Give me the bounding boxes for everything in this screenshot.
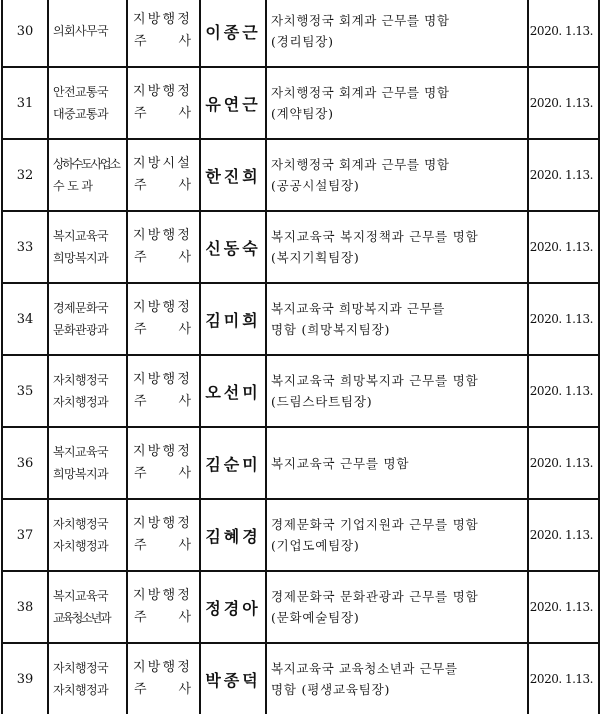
rank-grade <box>128 607 199 629</box>
rank-grade <box>128 31 199 53</box>
assignment-line: 복지교육국 복지정책과 근무를 명함 <box>271 229 479 244</box>
rank-cell <box>127 211 200 283</box>
assignment-line: 복지교육국 희망복지과 근무를 <box>271 301 445 316</box>
row-number: 36 <box>2 427 48 499</box>
new-assignment <box>266 0 528 67</box>
new-assignment <box>266 499 528 571</box>
department-line: 경제문화국 <box>53 301 108 315</box>
rank-grade <box>128 679 199 701</box>
department-line: 문화관광과 <box>53 323 108 337</box>
department-line: 복지교육국 <box>53 589 108 603</box>
department-line: 안전교통국 <box>53 85 108 99</box>
effective-date: 2020. 1.13. <box>528 67 599 139</box>
department-line: 자치행정국 <box>53 373 108 387</box>
table-row <box>2 643 599 714</box>
current-department <box>48 211 127 283</box>
rank-title: 지방행정 <box>133 84 193 99</box>
person-name: 정경아 <box>200 571 266 643</box>
rank-title: 지방행정 <box>133 12 193 27</box>
rank-grade-a: 주 <box>134 250 147 265</box>
person-name: 유연근 <box>200 67 266 139</box>
assignment-line: 경제문화국 기업지원과 근무를 명함 <box>271 517 479 532</box>
rank-title: 지방행정 <box>133 516 193 531</box>
department-line: 복지교육국 <box>53 229 108 243</box>
table-row <box>2 67 599 139</box>
person-name: 김혜경 <box>200 499 266 571</box>
rank-grade <box>128 247 199 269</box>
rank-cell <box>127 571 200 643</box>
row-number: 31 <box>2 67 48 139</box>
rank-grade-a: 주 <box>134 322 147 337</box>
new-assignment <box>266 211 528 283</box>
effective-date: 2020. 1.13. <box>528 499 599 571</box>
new-assignment <box>266 571 528 643</box>
rank-grade-b: 사 <box>178 250 191 265</box>
person-name: 한진희 <box>200 139 266 211</box>
row-number: 33 <box>2 211 48 283</box>
rank-grade <box>128 175 199 197</box>
current-department <box>48 571 127 643</box>
rank-grade-a: 주 <box>134 34 147 49</box>
row-number: 37 <box>2 499 48 571</box>
rank-cell <box>127 427 200 499</box>
department-line: 대중교통과 <box>53 107 108 121</box>
current-department <box>48 283 127 355</box>
department-line: 수 도 과 <box>53 179 93 193</box>
rank-grade <box>128 391 199 413</box>
table-row <box>2 355 599 427</box>
new-assignment <box>266 355 528 427</box>
assignment-line: 자치행정국 회계과 근무를 명함 <box>271 157 450 172</box>
effective-date: 2020. 1.13. <box>528 427 599 499</box>
effective-date: 2020. 1.13. <box>528 139 599 211</box>
table-row <box>2 571 599 643</box>
current-department <box>48 139 127 211</box>
rank-grade-a: 주 <box>134 106 147 121</box>
department-line: 자치행정과 <box>53 683 108 697</box>
effective-date: 2020. 1.13. <box>528 211 599 283</box>
rank-cell <box>127 0 200 67</box>
assignment-line: (경리팀장) <box>271 34 334 49</box>
assignment-line: 명함 (평생교육팀장) <box>271 682 391 697</box>
assignment-line: 경제문화국 문화관광과 근무를 명함 <box>271 589 479 604</box>
rank-grade-b: 사 <box>178 538 191 553</box>
effective-date: 2020. 1.13. <box>528 571 599 643</box>
rank-grade-a: 주 <box>134 466 147 481</box>
rank-cell <box>127 355 200 427</box>
person-name: 신동숙 <box>200 211 266 283</box>
rank-grade-b: 사 <box>178 394 191 409</box>
new-assignment <box>266 427 528 499</box>
rank-grade <box>128 463 199 485</box>
table-row <box>2 499 599 571</box>
rank-grade <box>128 103 199 125</box>
department-line: 복지교육국 <box>53 445 108 459</box>
assignment-line: 복지교육국 근무를 명함 <box>271 455 410 471</box>
assignment-line: 복지교육국 희망복지과 근무를 명함 <box>271 373 479 388</box>
new-assignment <box>266 643 528 714</box>
current-department <box>48 67 127 139</box>
table-row <box>2 283 599 355</box>
rank-title: 지방행정 <box>133 372 193 387</box>
assignment-line: (공공시설팀장) <box>271 178 360 193</box>
rank-title: 지방시설 <box>133 156 193 171</box>
department-line: 교육청소년과 <box>53 611 110 625</box>
rank-grade-b: 사 <box>178 466 191 481</box>
rank-grade-a: 주 <box>134 178 147 193</box>
person-name: 박종덕 <box>200 643 266 714</box>
assignment-line: (복지기획팀장) <box>271 250 360 265</box>
assignment-line: 복지교육국 교육청소년과 근무를 <box>271 661 458 676</box>
assignment-line: (계약팀장) <box>271 106 334 121</box>
department-line: 희망복지과 <box>53 251 108 265</box>
rank-title: 지방행정 <box>133 228 193 243</box>
rank-cell <box>127 139 200 211</box>
row-number: 32 <box>2 139 48 211</box>
assignment-line: (기업도예팀장) <box>271 538 360 553</box>
person-name: 이종근 <box>200 0 266 67</box>
table-row <box>2 427 599 499</box>
effective-date: 2020. 1.13. <box>528 0 599 67</box>
row-number: 35 <box>2 355 48 427</box>
rank-grade-b: 사 <box>178 178 191 193</box>
current-department <box>48 427 127 499</box>
rank-cell <box>127 67 200 139</box>
rank-grade-b: 사 <box>178 610 191 625</box>
rank-grade-b: 사 <box>178 106 191 121</box>
department-line: 자치행정과 <box>53 395 108 409</box>
effective-date: 2020. 1.13. <box>528 643 599 714</box>
department-line: 상하수도사업소 <box>53 157 119 171</box>
rank-title: 지방행정 <box>133 588 193 603</box>
assignment-line: 명함 (희망복지팀장) <box>271 322 391 337</box>
rank-grade <box>128 319 199 341</box>
assignment-line: 자치행정국 회계과 근무를 명함 <box>271 13 450 28</box>
department-line: 자치행정국 <box>53 517 108 531</box>
person-name: 오선미 <box>200 355 266 427</box>
row-number: 30 <box>2 0 48 67</box>
current-department <box>48 643 127 714</box>
current-department <box>48 0 127 67</box>
rank-grade-b: 사 <box>178 34 191 49</box>
department-line: 자치행정과 <box>53 539 108 553</box>
row-number: 34 <box>2 283 48 355</box>
department-line: 희망복지과 <box>53 467 108 481</box>
department-line: 자치행정국 <box>53 661 108 675</box>
rank-title: 지방행정 <box>133 660 193 675</box>
rank-grade-a: 주 <box>134 538 147 553</box>
current-department <box>48 499 127 571</box>
row-number: 39 <box>2 643 48 714</box>
effective-date: 2020. 1.13. <box>528 355 599 427</box>
rank-grade-b: 사 <box>178 682 191 697</box>
assignment-line: 자치행정국 회계과 근무를 명함 <box>271 85 450 100</box>
assignment-line: (드림스타트팀장) <box>271 394 373 409</box>
effective-date: 2020. 1.13. <box>528 283 599 355</box>
table-row <box>2 0 599 67</box>
rank-grade-a: 주 <box>134 682 147 697</box>
person-name: 김미희 <box>200 283 266 355</box>
rank-cell <box>127 643 200 714</box>
new-assignment <box>266 139 528 211</box>
assignment-line: (문화예술팀장) <box>271 610 360 625</box>
appointment-table <box>1 0 600 714</box>
table-row <box>2 139 599 211</box>
department-line: 의회사무국 <box>53 24 108 38</box>
appointment-rows <box>2 0 599 714</box>
rank-title: 지방행정 <box>133 300 193 315</box>
rank-title: 지방행정 <box>133 444 193 459</box>
rank-grade <box>128 535 199 557</box>
table-row <box>2 211 599 283</box>
rank-cell <box>127 499 200 571</box>
row-number: 38 <box>2 571 48 643</box>
rank-grade-b: 사 <box>178 322 191 337</box>
rank-cell <box>127 283 200 355</box>
rank-grade-a: 주 <box>134 394 147 409</box>
current-department <box>48 355 127 427</box>
person-name: 김순미 <box>200 427 266 499</box>
new-assignment <box>266 67 528 139</box>
rank-grade-a: 주 <box>134 610 147 625</box>
new-assignment <box>266 283 528 355</box>
